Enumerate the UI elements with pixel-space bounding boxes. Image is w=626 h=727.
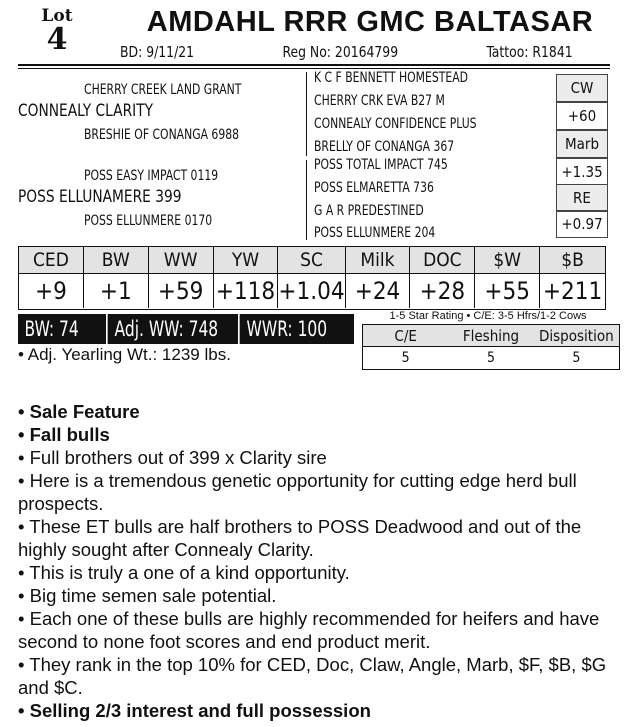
birth-date: BD: 9/11/21 bbox=[120, 43, 195, 61]
pedigree-gg-7: G A R PREDESTINED bbox=[314, 203, 424, 219]
note-item: • This is truly a one of a kind opportunity. bbox=[18, 562, 350, 583]
pedigree-dam-sire: POSS EASY IMPACT 0119 bbox=[84, 168, 219, 184]
note-item: • Selling 2/3 interest and full possession bbox=[18, 700, 371, 721]
pedigree-gg-3: CONNEALY CONFIDENCE PLUS bbox=[314, 116, 477, 132]
epd-header-yw: YW bbox=[214, 247, 279, 274]
note-item: • Here is a tremendous genetic opportunity for cutting edge herd bull prospects. bbox=[18, 470, 577, 514]
epd-header-ced: CED bbox=[19, 247, 84, 274]
rating-value-disposition: 5 bbox=[572, 350, 581, 366]
header-rule-thin bbox=[18, 68, 610, 69]
marb-label: Marb bbox=[556, 130, 608, 158]
re-label: RE bbox=[556, 184, 608, 212]
star-rating-note: 1-5 Star Rating • C/E: 3-5 Hfrs/1-2 Cows bbox=[389, 310, 587, 322]
animal-name-title: AMDAHL RRR GMC BALTASAR bbox=[146, 6, 594, 38]
adjusted-yearling-weight: • Adj. Yearling Wt.: 1239 lbs. bbox=[18, 345, 231, 364]
pedigree-gg-4: BRELLY OF CONANGA 367 bbox=[314, 139, 455, 155]
epd-header-ww: WW bbox=[149, 247, 214, 274]
epd-header-sc: SC bbox=[278, 247, 345, 274]
birth-weight: BW: 74 bbox=[24, 317, 79, 341]
note-item: • Fall bulls bbox=[18, 424, 110, 445]
adjusted-weaning-weight: Adj. WW: 748 bbox=[114, 317, 218, 341]
note-item: • Sale Feature bbox=[18, 401, 140, 422]
epd-header-doc: DOC bbox=[410, 247, 475, 274]
epd-header-b-index: $B bbox=[540, 247, 605, 274]
pedigree-gg-6: POSS ELMARETTA 736 bbox=[314, 180, 434, 196]
pedigree-gg-2: CHERRY CRK EVA B27 M bbox=[314, 93, 445, 109]
note-item: • Full brothers out of 399 x Clarity sire bbox=[18, 447, 327, 468]
epd-value-ww: +59 bbox=[149, 274, 214, 308]
cw-value: +60 bbox=[556, 102, 608, 130]
actual-weights-bar bbox=[18, 314, 354, 344]
epd-value-yw: +118 bbox=[214, 274, 279, 308]
header-rule-thick bbox=[18, 64, 610, 66]
epd-value-bw: +1 bbox=[84, 274, 149, 308]
note-item: • They rank in the top 10% for CED, Doc, Claw, Angle, Marb, $F, $B, $G and $C. bbox=[18, 654, 607, 698]
pedigree-gg-5: POSS TOTAL IMPACT 745 bbox=[314, 157, 448, 173]
tattoo: Tattoo: R1841 bbox=[486, 43, 573, 61]
weaning-weight-ratio: WWR: 100 bbox=[246, 317, 327, 341]
pedigree-gg-8: POSS ELLUNMERE 204 bbox=[314, 225, 436, 241]
note-item: • Big time semen sale potential. bbox=[18, 585, 277, 606]
lot-label: Lot bbox=[41, 6, 73, 26]
rating-value-ce: 5 bbox=[401, 350, 410, 366]
rating-header-fleshing: Fleshing bbox=[462, 326, 520, 345]
epd-header-milk: Milk bbox=[346, 247, 411, 274]
epd-value-w-index: +55 bbox=[475, 274, 540, 308]
note-item: • These ET bulls are half brothers to POSS Deadwood and out of the highly sought after Connealy Clarity. bbox=[18, 516, 582, 560]
rating-header-disposition: Disposition bbox=[539, 326, 614, 345]
star-rating-table bbox=[362, 324, 620, 370]
epd-header-w-index: $W bbox=[475, 247, 540, 274]
epd-table bbox=[18, 246, 606, 310]
epd-value-sc: +1.04 bbox=[278, 274, 345, 308]
id-line bbox=[120, 41, 573, 63]
cw-label: CW bbox=[556, 74, 608, 102]
pedigree-bracket-top bbox=[306, 72, 307, 156]
rating-header-ce: C/E bbox=[394, 326, 417, 345]
pedigree-sire: CONNEALY CLARITY bbox=[18, 101, 154, 121]
pedigree-dam: POSS ELLUNAMERE 399 bbox=[18, 187, 182, 207]
note-item: • Each one of these bulls are highly recommended for heifers and have second to none foot scores and end product merit. bbox=[18, 608, 600, 652]
pedigree-sire-dam: BRESHIE OF CONANGA 6988 bbox=[84, 127, 240, 143]
pedigree-bracket-bottom bbox=[306, 160, 307, 240]
lot-number: 4 bbox=[46, 22, 68, 57]
pedigree-gg-1: K C F BENNETT HOMESTEAD bbox=[314, 70, 468, 86]
epd-value-milk: +24 bbox=[346, 274, 411, 308]
registration-number: Reg No: 20164799 bbox=[282, 43, 399, 61]
epd-value-ced: +9 bbox=[19, 274, 84, 308]
epd-header-bw: BW bbox=[84, 247, 149, 274]
lot-notes bbox=[18, 400, 618, 722]
pedigree-sire-sire: CHERRY CREEK LAND GRANT bbox=[84, 82, 242, 98]
epd-value-b-index: +211 bbox=[542, 277, 603, 305]
rating-value-fleshing: 5 bbox=[486, 350, 495, 366]
epd-value-doc: +28 bbox=[410, 274, 475, 308]
pedigree-dam-dam: POSS ELLUNMERE 0170 bbox=[84, 213, 213, 229]
re-value: +0.97 bbox=[556, 210, 608, 238]
marb-value: +1.35 bbox=[556, 158, 608, 186]
